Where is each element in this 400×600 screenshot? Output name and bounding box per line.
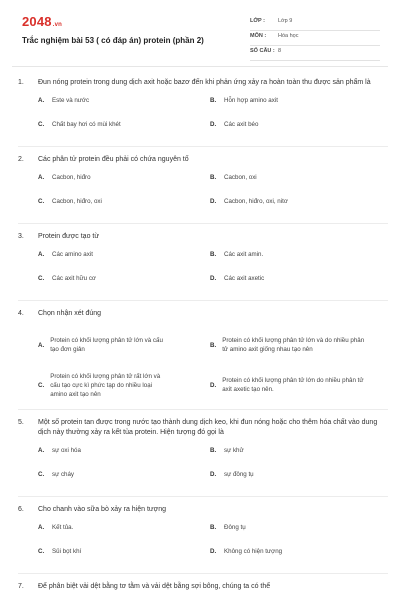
option-text: Các amino axit	[52, 251, 93, 258]
question-text: Cho chanh vào sữa bò xảy ra hiện tượng	[38, 506, 166, 513]
option-a[interactable]	[38, 96, 193, 105]
question-3-options	[18, 250, 388, 298]
question-number: 4.	[18, 310, 24, 317]
option-letter: C.	[38, 275, 45, 282]
option-letter: C.	[38, 471, 45, 478]
meta-label: LỚP :	[250, 18, 265, 24]
option-c[interactable]	[38, 197, 193, 206]
question-6-options	[18, 523, 388, 571]
question-separator	[18, 300, 388, 301]
option-letter: A.	[38, 251, 45, 258]
option-text: Protein có khối lượng phân tử lớn và do nhiều phân tử amino axit giống nhau tạo nên	[222, 337, 365, 353]
option-text: Các axit amin.	[224, 251, 264, 258]
quiz-meta	[250, 16, 380, 61]
question-6	[18, 505, 388, 515]
option-a[interactable]	[38, 327, 193, 363]
question-text: Protein được tạo từ	[38, 233, 100, 240]
question-4-options	[18, 327, 388, 407]
option-b[interactable]	[210, 173, 365, 182]
option-b[interactable]	[210, 250, 365, 259]
option-text: sự đông tụ	[224, 471, 254, 478]
option-b[interactable]	[210, 523, 365, 532]
question-5-options	[18, 446, 388, 494]
option-a[interactable]	[38, 173, 193, 182]
question-5	[18, 418, 388, 438]
option-text: Cacbon, hiđro	[52, 174, 91, 181]
question-text: Để phân biệt vải dệt bằng tơ tằm và vải dệt bằng sợi bông, chúng ta có thể	[38, 583, 271, 590]
option-letter: A.	[38, 97, 45, 104]
option-letter: D.	[210, 121, 217, 128]
question-7	[18, 582, 388, 592]
option-letter: D.	[210, 275, 217, 282]
meta-row-count	[250, 46, 380, 61]
option-text: Protein có khối lượng phân tử rất lớn và cấu tạo cực kì phức tạp do nhiều loại amino axit tạo nên	[50, 372, 161, 398]
option-b[interactable]	[210, 96, 365, 105]
option-text: Không có hiện tượng	[224, 548, 283, 555]
question-number: 3.	[18, 233, 24, 240]
option-letter: B.	[210, 97, 217, 104]
option-a[interactable]	[38, 250, 193, 259]
question-number: 2.	[18, 156, 24, 163]
option-letter: B.	[210, 447, 217, 454]
option-d[interactable]	[210, 547, 365, 556]
option-text: Protein có khối lượng phân tử lớn và cấu tạo đơn giản	[50, 337, 163, 353]
option-text: Các axit hữu cơ	[52, 275, 96, 282]
option-text: sự khử	[224, 447, 244, 454]
site-logo[interactable]	[22, 14, 62, 29]
option-c[interactable]	[38, 547, 193, 556]
option-letter: D.	[210, 471, 217, 478]
option-letter: B.	[210, 524, 217, 531]
option-b[interactable]	[210, 327, 365, 363]
option-letter: C.	[38, 548, 45, 555]
meta-value: Lớp 9	[278, 18, 293, 24]
option-letter: A.	[38, 447, 45, 454]
option-text: Este và nước	[52, 97, 90, 104]
option-letter: C.	[38, 121, 45, 128]
question-1-options	[18, 96, 388, 144]
question-number: 7.	[18, 583, 24, 590]
quiz-title: Trắc nghiệm bài 53 ( có đáp án) protein (phần 2)	[22, 36, 204, 45]
option-letter: D.	[210, 548, 217, 555]
question-separator	[18, 146, 388, 147]
question-number: 6.	[18, 506, 24, 513]
question-3	[18, 232, 388, 242]
option-text: Protein có khối lượng phân tử lớn do nhiều phân tử axit axetic tạo nên.	[222, 377, 364, 393]
option-text: Chất bay hơi có mùi khét	[52, 121, 121, 128]
option-a[interactable]	[38, 446, 193, 455]
option-letter: A.	[38, 524, 45, 531]
meta-label: MÔN :	[250, 33, 267, 39]
option-d[interactable]	[210, 470, 365, 479]
option-d[interactable]	[210, 120, 365, 129]
meta-label: SỐ CÂU :	[250, 48, 275, 54]
option-text: Sủi bọt khí	[52, 548, 82, 555]
option-letter: B.	[210, 174, 217, 181]
question-number: 1.	[18, 79, 24, 86]
question-number: 5.	[18, 419, 24, 426]
logo-tld: .vn	[52, 22, 63, 28]
option-d[interactable]	[210, 197, 365, 206]
option-text: sự oxi hóa	[52, 447, 81, 454]
option-c[interactable]	[38, 120, 193, 129]
question-text: Đun nóng protein trong dung dịch axit hoặc bazơ đến khi phản ứng xảy ra hoàn toàn thu được sản phẩm là	[38, 79, 371, 86]
option-letter: B.	[210, 251, 217, 258]
question-1	[18, 78, 388, 88]
option-letter: A.	[38, 341, 45, 349]
option-text: Cacbon, hiđro, oxi, nitơ	[224, 198, 288, 205]
question-separator	[18, 223, 388, 224]
page-header	[22, 14, 380, 60]
question-text: Chọn nhận xét đúng	[38, 310, 102, 317]
option-letter: C.	[38, 198, 45, 205]
option-text: Cacbon, hiđro, oxi	[52, 198, 102, 205]
option-text: Các axit axetic	[224, 275, 265, 282]
option-c[interactable]	[38, 367, 193, 403]
option-c[interactable]	[38, 470, 193, 479]
header-divider	[12, 66, 388, 67]
option-text: Đông tụ	[224, 524, 246, 531]
question-2-options	[18, 173, 388, 221]
option-text: Hỗn hợp amino axit	[224, 97, 278, 104]
option-letter: B.	[210, 341, 217, 349]
option-c[interactable]	[38, 274, 193, 283]
option-d[interactable]	[210, 274, 365, 283]
meta-value: 8	[278, 48, 282, 54]
option-text: sự cháy	[52, 471, 75, 478]
question-separator	[18, 409, 388, 410]
option-a[interactable]	[38, 523, 193, 532]
question-2	[18, 155, 388, 165]
option-b[interactable]	[210, 446, 365, 455]
option-letter: C.	[38, 381, 45, 389]
question-separator	[18, 573, 388, 574]
meta-row-class	[250, 16, 380, 31]
option-text: Cacbon, oxi	[224, 174, 257, 181]
option-letter: D.	[210, 381, 217, 389]
question-list	[18, 78, 388, 592]
logo-main: 2048	[22, 14, 52, 29]
question-separator	[18, 496, 388, 497]
meta-row-subject	[250, 31, 380, 46]
option-text: Các axit béo	[224, 121, 259, 128]
question-text: Các phân tử protein đều phải có chứa nguyên tố	[38, 156, 189, 163]
option-letter: A.	[38, 174, 45, 181]
meta-value: Hóa học	[278, 33, 299, 39]
option-text: Kết tủa.	[52, 524, 74, 531]
option-letter: D.	[210, 198, 217, 205]
question-text: Một số protein tan được trong nước tạo thành dung dịch keo, khi đun nóng hoặc cho thêm hóa chất vào dung dịch này thường xảy ra kết tủa protein. Hiện tượng đó gọi là	[38, 419, 378, 436]
option-d[interactable]	[210, 367, 365, 403]
question-4	[18, 309, 388, 319]
